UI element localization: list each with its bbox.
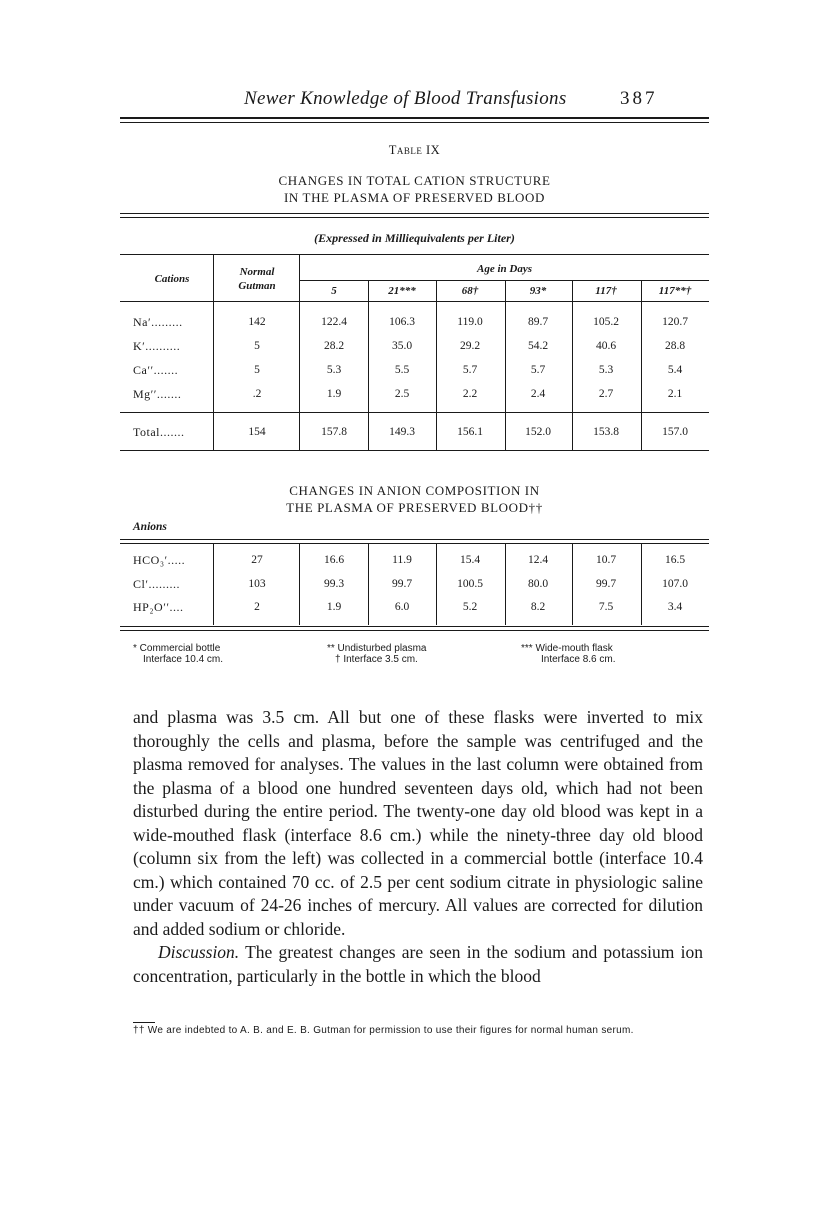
anion-row-label: Cl′......... <box>133 577 180 591</box>
anion-bottom-rule-1 <box>120 626 709 627</box>
vline-anion-5 <box>641 544 642 625</box>
table-cell: 2.7 <box>598 388 614 400</box>
header-rule-thick <box>120 117 709 119</box>
anion-row-label: HCO₃′..... <box>133 553 186 567</box>
vline-total-1 <box>368 413 369 450</box>
table-cell: 15.4 <box>459 554 481 566</box>
table-cell: 12.4 <box>527 554 549 566</box>
age-col-header: 117**† <box>658 285 692 297</box>
table-title-line1: CHANGES IN TOTAL CATION STRUCTURE <box>278 173 551 188</box>
subtitle-rule <box>120 254 709 255</box>
table-cell: 99.7 <box>595 578 617 590</box>
vline-anion-3 <box>505 544 506 625</box>
cation-table-bottom-rule <box>120 450 709 451</box>
table-cell: 28.2 <box>323 340 345 352</box>
vline-total-4 <box>572 413 573 450</box>
table-cell: 5.5 <box>394 364 410 376</box>
anions-label: Anions <box>133 521 167 533</box>
table-cell: 154 <box>248 426 266 438</box>
col-header-age-in-days: Age in Days <box>477 263 532 275</box>
table-cell: 3.4 <box>667 601 683 613</box>
vline-anion-1 <box>368 544 369 625</box>
vline-anion-2 <box>436 544 437 625</box>
col-header-bottom-rule <box>120 301 709 302</box>
table-footnote-1-line2: Interface 10.4 cm. <box>143 654 224 665</box>
table-footnote-1-line1: * Commercial bottle <box>133 643 221 654</box>
cation-row-label: Ca′′....... <box>133 363 179 377</box>
table-subtitle: (Expressed in Milliequivalents per Liter) <box>314 231 515 245</box>
table-footnote-2 <box>327 643 427 665</box>
vline-total-3 <box>505 413 506 450</box>
table-cell: 1.9 <box>326 388 342 400</box>
vline-age-4 <box>572 281 573 412</box>
col-header-normal-line1: Normal <box>239 266 275 278</box>
table-cell: 6.0 <box>394 601 410 613</box>
body-paragraph-1: and plasma was 3.5 cm. All but one of these flasks were inverted to mix thoroughly the cells and plasma, before the sample was centrifuged and the plasma removed for analyses. The values in the last column were obtained from the plasma of a blood one hundred seventeen days old, which had not been disturbed during the entire period. The twenty-one day old blood was kept in a wide-mouthed flask (interface 8.6 cm.) while the ninety-three day old blood (column six from the left) was collected in a commercial bottle (interface 10.4 cm.) which contained 70 cc. of 2.5 per cent sodium citrate in physiologic saline under vacuum of 24-26 inches of mercury. All values are corrected for dilution and added sodium or chloride. <box>133 707 703 939</box>
table-cell: 2 <box>254 601 260 613</box>
table-title <box>120 172 709 206</box>
anion-bottom-rule-2 <box>120 630 709 631</box>
body-paragraph-2-text: The greatest changes are seen in the sodium and potassium ion concentration, particularly in the bottle in which the blood <box>133 942 703 986</box>
age-col-header: 68† <box>461 285 479 297</box>
age-col-header: 5 <box>331 285 337 297</box>
table-cell: 156.1 <box>457 426 483 438</box>
col-header-normal-line2: Gutman <box>238 280 276 292</box>
vline-age-5 <box>641 281 642 412</box>
table-footnote-3 <box>521 643 615 665</box>
running-header-title: Newer Knowledge of Blood Transfusions <box>244 88 567 109</box>
table-footnote-3-line2: Interface 8.6 cm. <box>541 654 616 665</box>
table-cell: 10.7 <box>595 554 617 566</box>
vline-age-1 <box>368 281 369 412</box>
table-cell: 5.7 <box>530 364 546 376</box>
table-cell: 35.0 <box>391 340 413 352</box>
col-header-cations: Cations <box>154 273 190 285</box>
table-cell: 157.8 <box>321 426 347 438</box>
table-cell: 2.4 <box>530 388 546 400</box>
body-paragraph-2 <box>133 941 703 988</box>
vline-total-5 <box>641 413 642 450</box>
table-cell: 152.0 <box>525 426 551 438</box>
table-cell: 103 <box>248 578 266 590</box>
table-cell: 142 <box>248 316 266 328</box>
table-cell: 80.0 <box>527 578 549 590</box>
table-cell: 2.1 <box>667 388 683 400</box>
table-cell: 153.8 <box>593 426 619 438</box>
table-cell: 5.2 <box>462 601 478 613</box>
cation-row-label: Mg′′....... <box>133 387 182 401</box>
anion-table-title <box>120 482 709 516</box>
table-cell: 5 <box>254 340 260 352</box>
vline-age-2 <box>436 281 437 412</box>
anion-title-line2: THE PLASMA OF PRESERVED BLOOD†† <box>286 500 543 515</box>
table-cell: 1.9 <box>326 601 342 613</box>
table-cell: 149.3 <box>389 426 415 438</box>
table-cell: 99.3 <box>323 578 345 590</box>
table-footnote-2-line2: † Interface 3.5 cm. <box>335 654 418 665</box>
table-cell: 119.0 <box>457 316 483 328</box>
table-cell: 5.4 <box>667 364 683 376</box>
anion-row-label: HP₂O′′.... <box>133 600 184 614</box>
table-cell: 40.6 <box>595 340 617 352</box>
page-number: 387 <box>620 88 658 109</box>
age-col-header: 21*** <box>388 285 416 297</box>
table-cell: 99.7 <box>391 578 413 590</box>
table-top-rule-2 <box>120 217 709 218</box>
col-header-normal <box>214 265 300 293</box>
vline-total-2 <box>436 413 437 450</box>
total-row-label: Total....... <box>133 425 185 439</box>
body-text <box>133 706 703 988</box>
table-cell: 16.6 <box>323 554 345 566</box>
footnote-rule <box>133 1022 155 1023</box>
table-cell: 29.2 <box>459 340 481 352</box>
table-cell: 7.5 <box>598 601 614 613</box>
header-rule-thin <box>120 122 709 123</box>
anion-title-line1: CHANGES IN ANION COMPOSITION IN <box>289 483 540 498</box>
total-top-rule <box>120 412 709 413</box>
vline-normal <box>299 255 300 450</box>
cation-row-label: K′.......... <box>133 339 181 353</box>
vline-age-3 <box>505 281 506 412</box>
table-cell: 107.0 <box>662 578 688 590</box>
table-cell: 5.3 <box>326 364 342 376</box>
table-top-rule-1 <box>120 213 709 214</box>
vline-cations <box>213 255 214 450</box>
table-cell: 5 <box>254 364 260 376</box>
table-title-line2: IN THE PLASMA OF PRESERVED BLOOD <box>284 190 545 205</box>
table-footnote-1 <box>133 643 223 665</box>
anion-top-rule-1 <box>120 539 709 540</box>
discussion-label: Discussion. <box>158 942 240 962</box>
table-cell: 5.7 <box>462 364 478 376</box>
table-cell: 27 <box>251 554 263 566</box>
table-cell: 28.8 <box>664 340 686 352</box>
table-cell: 54.2 <box>527 340 549 352</box>
table-footnote-2-line1: ** Undisturbed plasma <box>327 643 427 654</box>
table-cell: 89.7 <box>527 316 549 328</box>
age-col-header: 117† <box>595 285 617 297</box>
table-footnote-3-line1: *** Wide-mouth flask <box>521 643 613 654</box>
vline-anion-normal <box>299 544 300 625</box>
table-cell: 120.7 <box>662 316 688 328</box>
table-label: Table IX <box>388 143 441 157</box>
table-cell: 105.2 <box>593 316 619 328</box>
age-col-header: 93* <box>529 285 547 297</box>
table-cell: 122.4 <box>321 316 347 328</box>
cation-row-label: Na′......... <box>133 315 183 329</box>
anion-top-rule-2 <box>120 543 709 544</box>
table-cell: .2 <box>252 388 262 400</box>
table-cell: 16.5 <box>664 554 686 566</box>
table-cell: 5.3 <box>598 364 614 376</box>
table-cell: 2.2 <box>462 388 478 400</box>
vline-anion-cations <box>213 544 214 625</box>
table-cell: 157.0 <box>662 426 688 438</box>
table-cell: 2.5 <box>394 388 410 400</box>
table-cell: 100.5 <box>457 578 483 590</box>
table-cell: 8.2 <box>530 601 546 613</box>
table-cell: 106.3 <box>389 316 415 328</box>
table-cell: 11.9 <box>392 554 412 566</box>
vline-anion-4 <box>572 544 573 625</box>
page-footnote: †† We are indebted to A. B. and E. B. Gutman for permission to use their figures for normal human serum. <box>133 1025 634 1036</box>
